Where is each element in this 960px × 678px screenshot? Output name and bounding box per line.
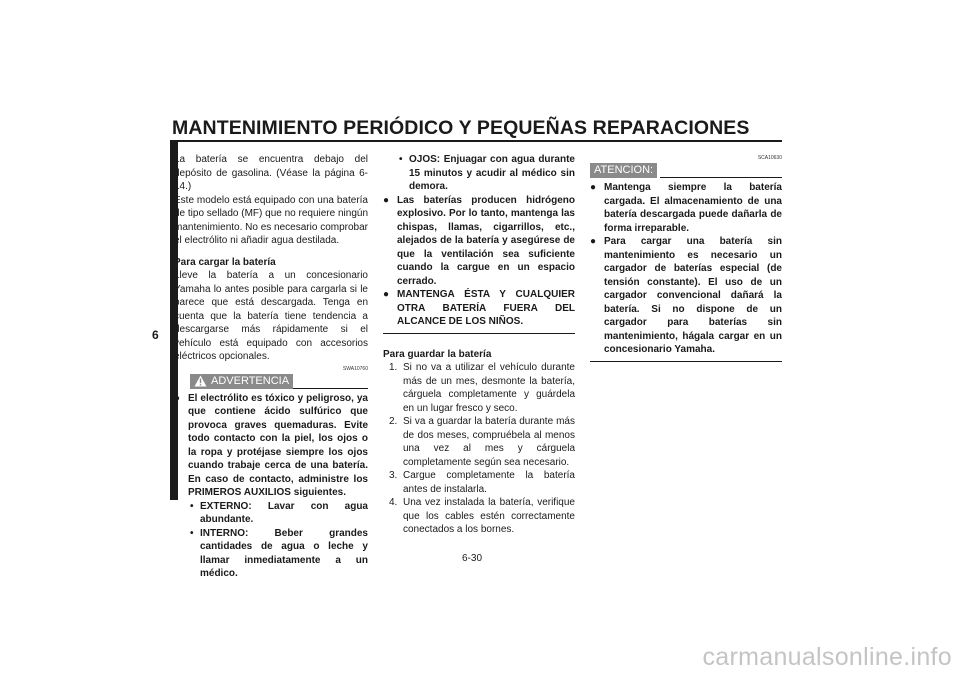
title-rule [170, 140, 782, 142]
step-number: 1. [389, 362, 398, 373]
bullet-text: Las baterías producen hidrógeno explosivo. Por lo tanto, mantenga las chispas, llamas, cigarrillos, etc., alejados de la batería y asegúrese de que la ventilación sea suficiente cuando la cargue en un espacio cerrado. [397, 194, 575, 287]
warning-code: SWA10760 [342, 365, 368, 372]
page-title: MANTENIMIENTO PERIÓDICO Y PEQUEÑAS REPARACIONES [172, 117, 750, 139]
caution-header [590, 163, 782, 178]
sub-bullet-internal [190, 527, 368, 581]
mf-battery-paragraph: Este modelo está equipado con una batería de tipo sellado (MF) que no requiere ningún mantenimiento. No es necesario comprobar el electrólito ni añadir agua destilada. [174, 194, 369, 246]
bullet-text: Mantenga siempre la batería cargada. El almacenamiento de una batería descargada puede dañarla de forma irreparable. [604, 182, 782, 234]
step-text: Si va a guardar la batería durante más de dos meses, compruébela al menos una vez al mes y cárguela completamente según sea necesario. [403, 416, 575, 468]
step-item [389, 361, 575, 415]
sub-bullet-text: EXTERNO: Lavar con agua abundante. [200, 500, 368, 525]
bullet-text: Para cargar una batería sin mantenimiento es necesario un cargador de baterías especial (de tensión constante). El uso de un cargador convencional dañará la batería. Si no dispone de un cargador para baterías sin mantenimiento, hágala cargar en un concesionario Yamaha. [604, 236, 782, 355]
caution-code: SCA10630 [757, 155, 782, 161]
warning-header [174, 374, 368, 389]
warning-bullet-electrolyte [174, 392, 368, 500]
sub-bullet-icon: • [399, 154, 403, 165]
step-item [389, 496, 575, 537]
sub-bullet-text: INTERNO: Beber grandes cantidades de agua o leche y llamar inmediatamente a un médico. [200, 527, 368, 579]
bullet-icon: ● [590, 236, 597, 247]
charge-heading: Para cargar la batería [174, 256, 276, 268]
step-text: Una vez instalada la batería, verifique que los cables estén correctamente conectados a los bornes. [403, 497, 575, 535]
bullet-text: MANTENGA ÉSTA Y CUALQUIER OTRA BATERÍA FUERA DEL ALCANCE DE LOS NIÑOS. [397, 289, 575, 327]
column-3 [590, 153, 782, 362]
store-heading: Para guardar la batería [383, 348, 492, 360]
warning-header-rule [293, 374, 368, 389]
step-number: 3. [389, 470, 398, 481]
bullet-icon: ● [590, 182, 597, 193]
column-2 [383, 153, 575, 537]
warning-bullet-children [383, 288, 575, 329]
sub-bullet-external [190, 500, 368, 527]
sub-bullet-icon: • [190, 500, 194, 512]
sub-bullet-text: OJOS: Enjuagar con agua durante 15 minutos y acudir al médico sin demora. [409, 154, 575, 192]
bullet-icon: ● [383, 289, 390, 300]
warning-bullet-hydrogen [383, 194, 575, 289]
sub-bullet-icon: • [190, 527, 194, 539]
step-text: Cargue completamente la batería antes de instalarla. [403, 470, 575, 495]
watermark: carmanualsonline.info [702, 643, 952, 671]
step-text: Si no va a utilizar el vehículo durante más de un mes, desmonte la batería, cárguela completamente y guárdela en un lugar fresco y seco. [403, 362, 575, 414]
caution-end-rule [590, 361, 782, 362]
bullet-icon: ● [174, 392, 181, 404]
sub-bullet-eyes [399, 153, 575, 194]
step-number: 2. [389, 416, 398, 427]
step-number: 4. [389, 497, 398, 508]
chapter-number: 6 [152, 328, 159, 342]
warning-label-box [190, 374, 293, 389]
warning-label: ADVERTENCIA [211, 374, 290, 387]
bullet-text: El electrólito es tóxico y peligroso, ya que contiene ácido sulfúrico que provoca graves quemaduras. Evite todo contacto con la piel, los ojos o la ropa y protéjase siempre los ojos cuando trabaje cerca de una batería. En caso de contacto, administre los PRIMEROS AUXILIOS siguientes. [188, 392, 368, 498]
bullet-icon: ● [383, 194, 390, 206]
caution-bullet-charger [590, 235, 782, 357]
intro-paragraph: La batería se encuentra debajo del depósito de gasolina. (Véase la página 6-14.) [174, 154, 368, 192]
caution-label: ATENCION: [590, 163, 657, 178]
step-item [389, 469, 575, 496]
charge-paragraph: Lleve la batería a un concesionario Yamaha lo antes posible para cargarla si le parece que está descargada. Tenga en cuenta que la batería tiene tendencia a descargarse más rápidamente si el vehículo está equipado con accesorios eléctricos opcionales. [174, 270, 368, 362]
warning-end-rule [383, 333, 575, 334]
step-item [389, 415, 575, 469]
column-1 [174, 153, 368, 581]
warning-triangle-icon [194, 375, 207, 387]
page-number: 6-30 [462, 553, 483, 564]
caution-header-rule [660, 163, 782, 178]
caution-bullet-keep-charged [590, 181, 782, 235]
